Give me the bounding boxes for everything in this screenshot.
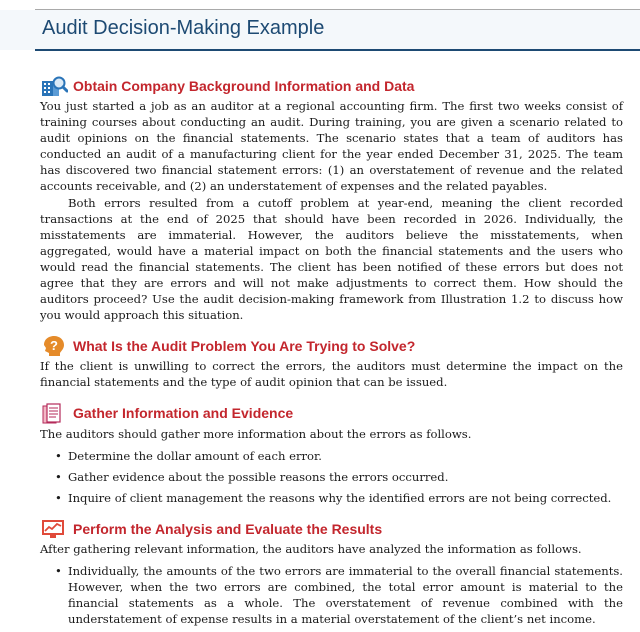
section-heading-text: Obtain Company Background Information and Data bbox=[73, 77, 415, 94]
analysis-chart-icon bbox=[40, 518, 68, 540]
question-head-icon bbox=[40, 335, 68, 357]
section-heading-text: Perform the Analysis and Evaluate the Results bbox=[73, 520, 383, 537]
list-item: • Gather evidence about the possible reasons the errors occurred. bbox=[40, 469, 623, 485]
paragraph: Both errors resulted from a cutoff problem at year-end, meaning the client recorded transactions at the end of 2025 that should have been recorded in 2026. Individually, the misstatements are immaterial. However, the auditors believe the misstatements, when aggregated, would have a material impact on both the financial statements and the users who would read the financial statements. The client has been notified of these errors but does not agree that they are errors and will not make adjustments to correct them. How should the auditors proceed? Use the audit decision-making framework from Illustration 1.2 to discuss how you would approach this situation. bbox=[40, 195, 623, 323]
section-heading bbox=[40, 334, 623, 358]
section-gather bbox=[40, 402, 623, 506]
company-building-search-icon bbox=[40, 75, 68, 97]
section-heading bbox=[40, 402, 623, 426]
title-rule bbox=[35, 49, 640, 51]
section-heading-text: Gather Information and Evidence bbox=[73, 405, 294, 422]
section-background bbox=[40, 74, 623, 323]
bullet-list bbox=[40, 448, 623, 506]
page-title: Audit Decision-Making Example bbox=[42, 17, 325, 39]
section-problem bbox=[40, 334, 623, 390]
paragraph: If the client is unwilling to correct the errors, the auditors must determine the impact on the financial statements and the type of audit opinion that can be issued. bbox=[40, 359, 623, 390]
paragraph: The auditors should gather more information about the errors as follows. bbox=[40, 426, 472, 441]
svg-text:?: ? bbox=[50, 338, 58, 354]
paragraph: You just started a job as an auditor at a regional accounting firm. The first two weeks consist of training courses about conducting an audit. During training, you are given a scenario related to audit opinions on the financial statements. The scenario states that a team of auditors has conducted an audit of a manufacturing client for the year ended December 31, 2025. The team has discovered two financial statement errors: (1) an overstatement of revenue and the related accounts receivable, and (2) an understatement of expenses and the related payables. bbox=[40, 99, 623, 194]
list-item: • Inquire of client management the reasons why the identified errors are not being corrected. bbox=[40, 490, 623, 506]
list-item: • Determine the dollar amount of each error. bbox=[40, 448, 623, 464]
section-heading bbox=[40, 74, 623, 98]
bullet-list bbox=[40, 563, 623, 627]
paragraph: After gathering relevant information, the auditors have analyzed the information as follows. bbox=[40, 541, 582, 556]
section-heading bbox=[40, 517, 623, 541]
documents-icon bbox=[40, 403, 68, 425]
section-analysis bbox=[40, 517, 623, 627]
document-body bbox=[40, 74, 623, 632]
section-heading-text: What Is the Audit Problem You Are Trying to Solve? bbox=[73, 338, 416, 355]
list-item: • Individually, the amounts of the two errors are immaterial to the overall financial statements. However, when the two errors are combined, the total error amount is material to the financial statements as a whole. The overstatement of revenue combined with the understatement of expense results in a material overstatement of the client’s net income. bbox=[40, 563, 623, 627]
